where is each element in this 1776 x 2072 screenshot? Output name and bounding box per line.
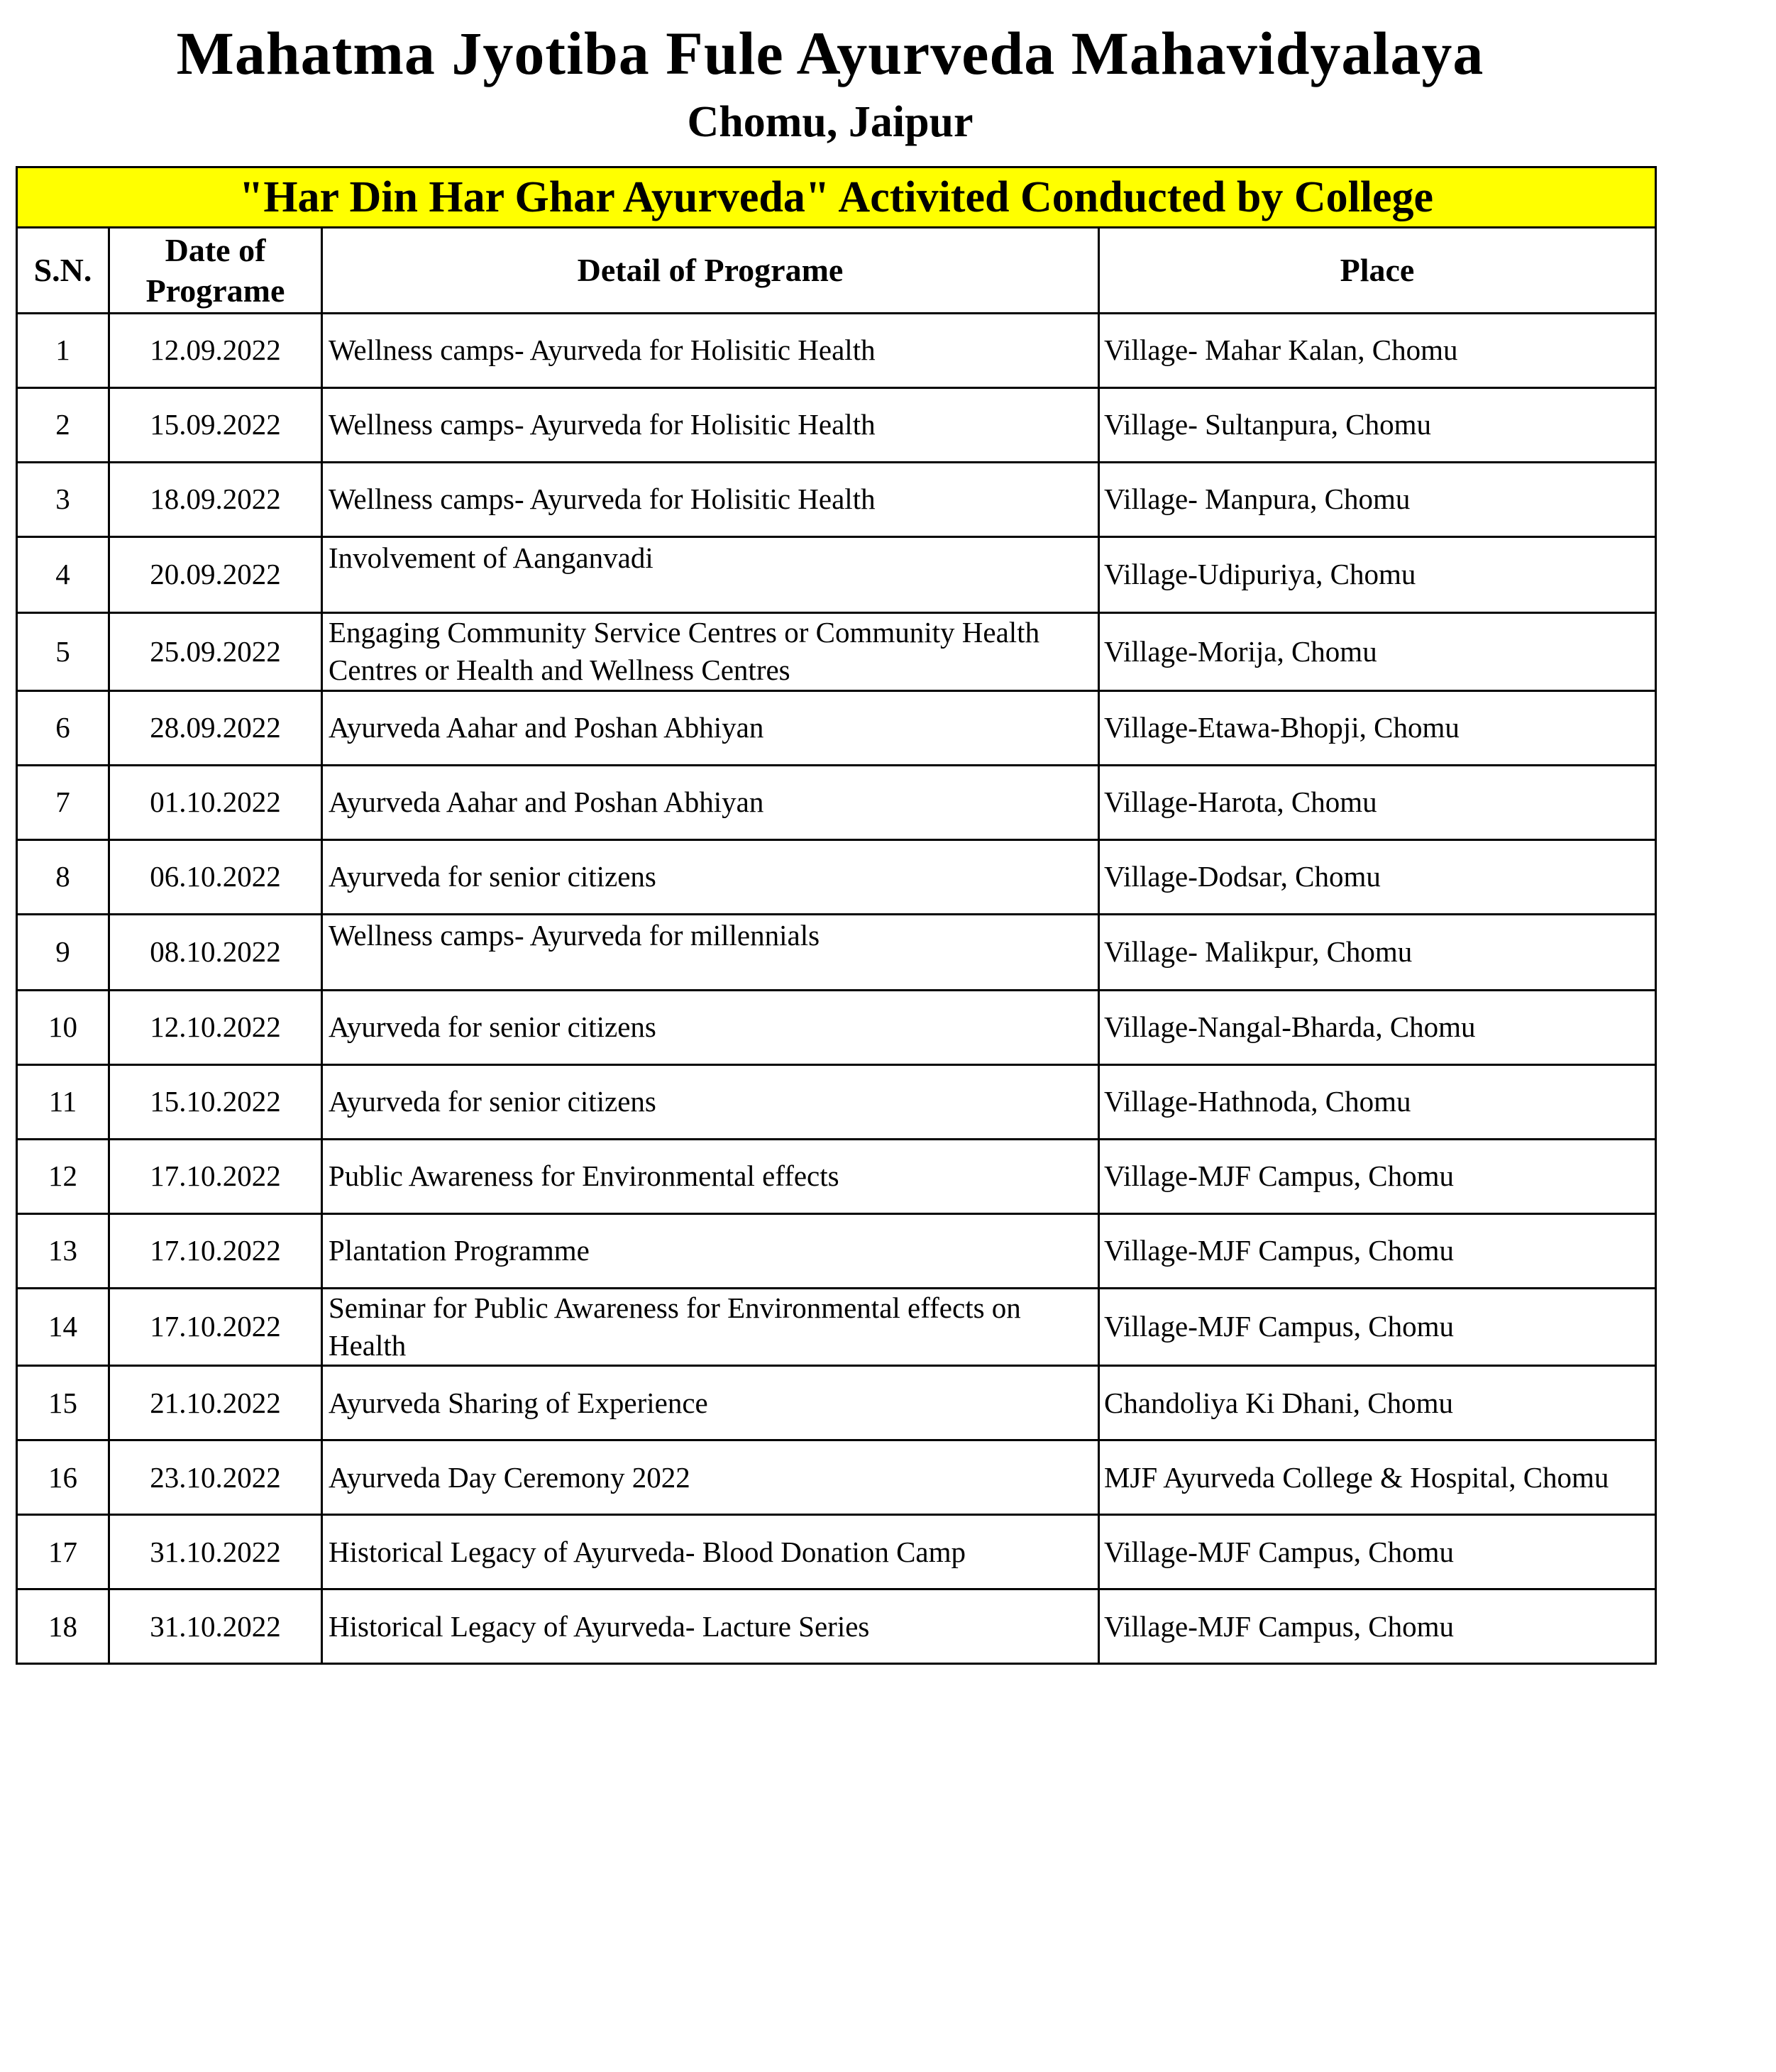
programme-table: [16, 166, 1657, 1665]
cell-sn: 15: [17, 1366, 109, 1440]
table-row: [17, 1139, 1656, 1213]
cell-date: 01.10.2022: [109, 765, 322, 839]
column-header-detail: Detail of Programe: [322, 228, 1099, 314]
cell-detail: Ayurveda for senior citizens: [322, 1064, 1099, 1139]
column-header-place: Place: [1099, 228, 1656, 314]
cell-date: 15.10.2022: [109, 1064, 322, 1139]
cell-detail: Engaging Community Service Centres or Community Health Centres or Health and Wellness Centres: [322, 613, 1099, 691]
cell-sn: 13: [17, 1213, 109, 1288]
table-row: [17, 839, 1656, 914]
cell-sn: 2: [17, 388, 109, 463]
cell-detail: Historical Legacy of Ayurveda- Lacture Series: [322, 1589, 1099, 1664]
cell-detail: Ayurveda for senior citizens: [322, 839, 1099, 914]
cell-sn: 16: [17, 1440, 109, 1515]
cell-detail: Historical Legacy of Ayurveda- Blood Donation Camp: [322, 1515, 1099, 1589]
table-header-row: [17, 228, 1656, 314]
cell-sn: 3: [17, 463, 109, 537]
cell-detail: Seminar for Public Awareness for Environmental effects on Health: [322, 1288, 1099, 1366]
cell-place: MJF Ayurveda College & Hospital, Chomu: [1099, 1440, 1656, 1515]
cell-sn: 17: [17, 1515, 109, 1589]
cell-date: 23.10.2022: [109, 1440, 322, 1515]
cell-date: 15.09.2022: [109, 388, 322, 463]
cell-sn: 7: [17, 765, 109, 839]
cell-date: 31.10.2022: [109, 1515, 322, 1589]
cell-place: Village-MJF Campus, Chomu: [1099, 1589, 1656, 1664]
cell-detail: Wellness camps- Ayurveda for Holisitic Health: [322, 388, 1099, 463]
table-row: [17, 690, 1656, 765]
cell-date: 18.09.2022: [109, 463, 322, 537]
table-row: [17, 613, 1656, 691]
cell-detail: Ayurveda for senior citizens: [322, 990, 1099, 1064]
cell-place: Village-Udipuriya, Chomu: [1099, 537, 1656, 613]
cell-date: 08.10.2022: [109, 914, 322, 990]
cell-date: 28.09.2022: [109, 690, 322, 765]
table-row: [17, 914, 1656, 990]
table-row: [17, 1589, 1656, 1664]
cell-sn: 8: [17, 839, 109, 914]
cell-detail: Involvement of Aanganvadi: [322, 537, 1099, 613]
cell-sn: 6: [17, 690, 109, 765]
cell-sn: 11: [17, 1064, 109, 1139]
table-row: [17, 990, 1656, 1064]
cell-date: 12.09.2022: [109, 314, 322, 388]
cell-place: Village- Malikpur, Chomu: [1099, 914, 1656, 990]
table-row: [17, 314, 1656, 388]
table-banner: "Har Din Har Ghar Ayurveda" Activited Conducted by College: [17, 167, 1656, 228]
cell-detail: Plantation Programme: [322, 1213, 1099, 1288]
page-subtitle: Chomu, Jaipur: [687, 98, 974, 146]
cell-date: 17.10.2022: [109, 1139, 322, 1213]
cell-sn: 10: [17, 990, 109, 1064]
cell-place: Chandoliya Ki Dhani, Chomu: [1099, 1366, 1656, 1440]
cell-detail: Wellness camps- Ayurveda for Holisitic Health: [322, 314, 1099, 388]
cell-place: Village- Manpura, Chomu: [1099, 463, 1656, 537]
cell-date: 31.10.2022: [109, 1589, 322, 1664]
page-title: Mahatma Jyotiba Fule Ayurveda Mahavidyalaya: [176, 19, 1484, 87]
table-row: [17, 1366, 1656, 1440]
cell-place: Village-Morija, Chomu: [1099, 613, 1656, 691]
cell-place: Village-Etawa-Bhopji, Chomu: [1099, 690, 1656, 765]
cell-place: Village-MJF Campus, Chomu: [1099, 1139, 1656, 1213]
cell-place: Village-Dodsar, Chomu: [1099, 839, 1656, 914]
table-row: [17, 1515, 1656, 1589]
cell-date: 12.10.2022: [109, 990, 322, 1064]
table-row: [17, 1288, 1656, 1366]
cell-place: Village- Mahar Kalan, Chomu: [1099, 314, 1656, 388]
cell-place: Village-MJF Campus, Chomu: [1099, 1515, 1656, 1589]
table-row: [17, 388, 1656, 463]
cell-detail: Wellness camps- Ayurveda for Holisitic Health: [322, 463, 1099, 537]
cell-detail: Ayurveda Aahar and Poshan Abhiyan: [322, 690, 1099, 765]
column-header-date: Date of Programe: [109, 228, 322, 314]
cell-sn: 18: [17, 1589, 109, 1664]
cell-sn: 5: [17, 613, 109, 691]
cell-detail: Public Awareness for Environmental effects: [322, 1139, 1099, 1213]
table-row: [17, 1064, 1656, 1139]
cell-place: Village-Nangal-Bharda, Chomu: [1099, 990, 1656, 1064]
column-header-sn: S.N.: [17, 228, 109, 314]
cell-detail: Wellness camps- Ayurveda for millennials: [322, 914, 1099, 990]
table-row: [17, 463, 1656, 537]
cell-detail: Ayurveda Sharing of Experience: [322, 1366, 1099, 1440]
cell-sn: 1: [17, 314, 109, 388]
cell-date: 25.09.2022: [109, 613, 322, 691]
cell-place: Village- Sultanpura, Chomu: [1099, 388, 1656, 463]
cell-place: Village-MJF Campus, Chomu: [1099, 1213, 1656, 1288]
table-row: [17, 765, 1656, 839]
cell-date: 20.09.2022: [109, 537, 322, 613]
cell-place: Village-Harota, Chomu: [1099, 765, 1656, 839]
cell-place: Village-MJF Campus, Chomu: [1099, 1288, 1656, 1366]
table-row: [17, 1440, 1656, 1515]
cell-date: 17.10.2022: [109, 1213, 322, 1288]
cell-sn: 4: [17, 537, 109, 613]
cell-sn: 12: [17, 1139, 109, 1213]
cell-date: 06.10.2022: [109, 839, 322, 914]
cell-detail: Ayurveda Day Ceremony 2022: [322, 1440, 1099, 1515]
table-body: [17, 314, 1656, 1664]
cell-detail: Ayurveda Aahar and Poshan Abhiyan: [322, 765, 1099, 839]
cell-place: Village-Hathnoda, Chomu: [1099, 1064, 1656, 1139]
table-row: [17, 537, 1656, 613]
table-row: [17, 1213, 1656, 1288]
cell-date: 17.10.2022: [109, 1288, 322, 1366]
cell-sn: 14: [17, 1288, 109, 1366]
cell-sn: 9: [17, 914, 109, 990]
cell-date: 21.10.2022: [109, 1366, 322, 1440]
